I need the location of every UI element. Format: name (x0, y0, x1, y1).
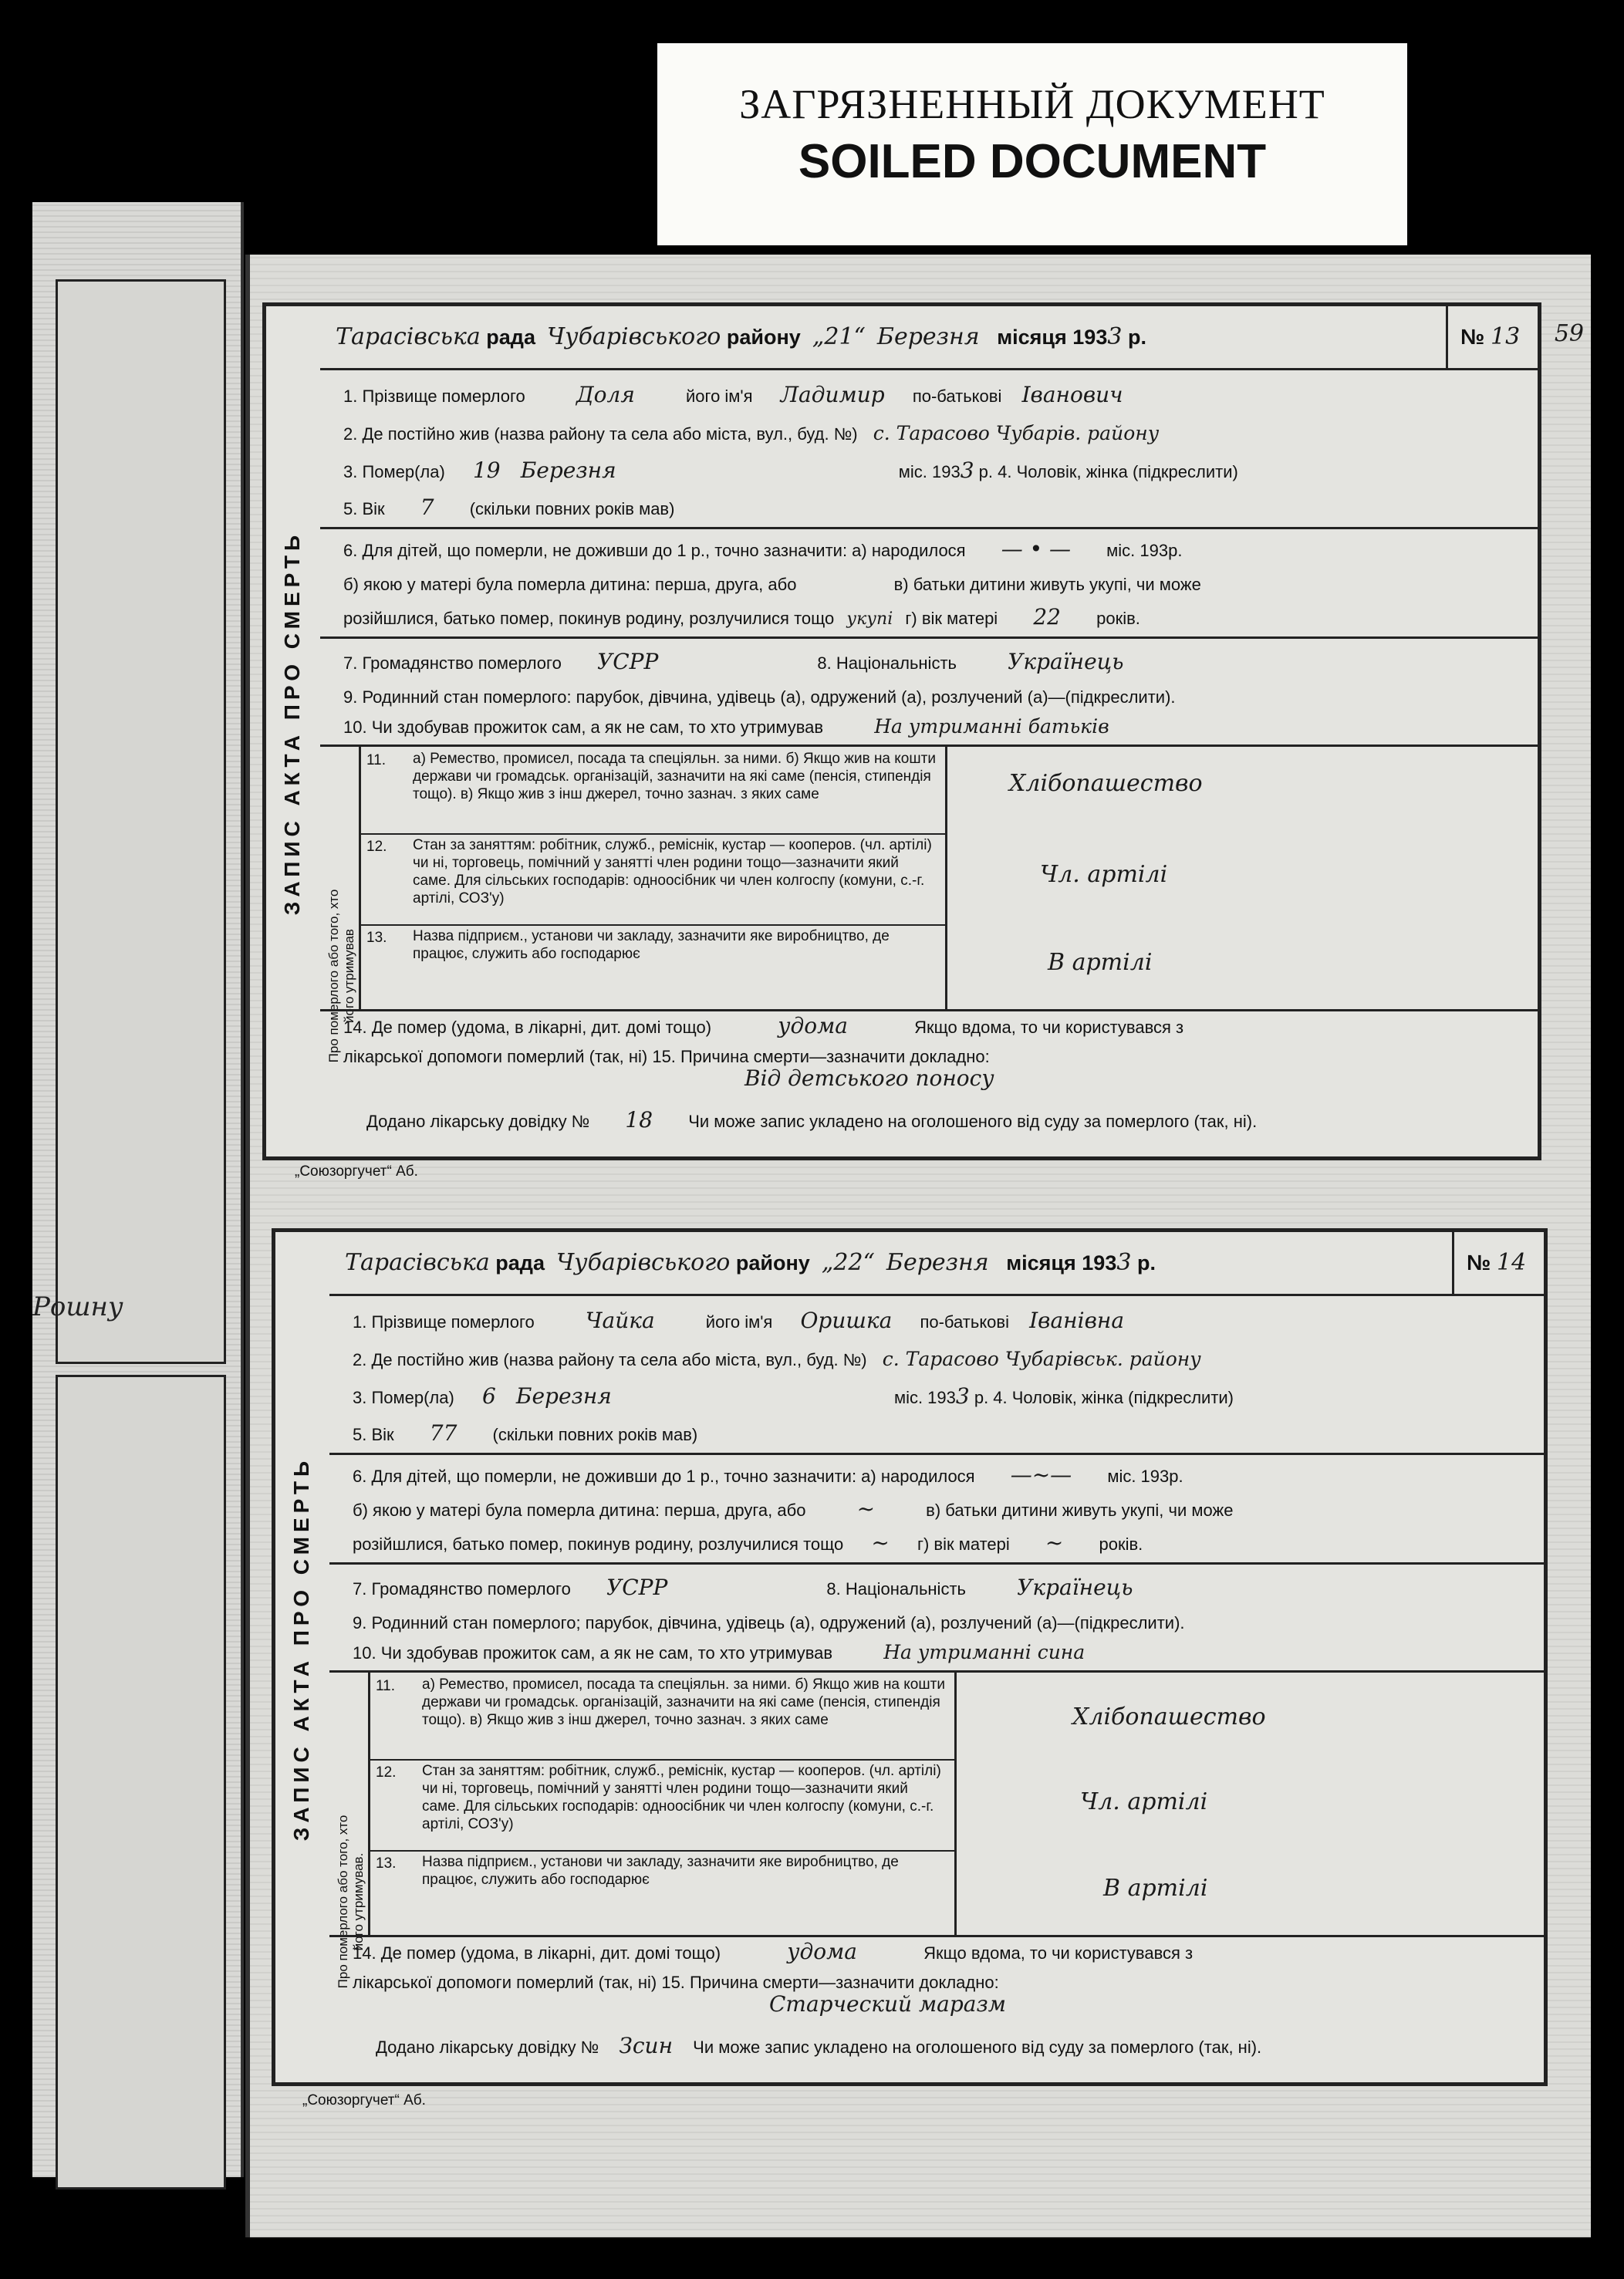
death-day-value: 19 (472, 457, 501, 483)
field-infant-row-a: 6. Для дітей, що померли, не доживши до 1 р., точно зазначити: а) народилося —~— міс. 193р. (353, 1462, 1183, 1487)
header-line: Тарасівська рада Чубарівського району „22“ Березня місяця 1933 р. (345, 1249, 1156, 1276)
grid-cell-12: 12. Стан за заняттям: робітник, служб., реміснік, кустар — кооперов. (чл. артілі) чи ні, торговець, помічний у занятті член родини тощо—зазначити який саме. Для сільських господарів: одноосібник чи член колгоспу (комуни, с.-г. артілі, СОЗ'у) (359, 833, 945, 926)
place-of-death-value: удома (778, 1013, 848, 1038)
occupation-answer: Хлібопашество (1072, 1703, 1266, 1730)
council-name: Тарасівська (345, 1249, 490, 1276)
certificate-number: 18 (625, 1107, 653, 1133)
age-value: 7 (420, 495, 434, 520)
left-page-margin-note: Рошну (32, 1291, 123, 1322)
death-month-value: Березня (515, 1383, 612, 1409)
death-record-13 (262, 302, 1584, 1160)
age-value: 77 (429, 1420, 457, 1446)
field-medical-help-row: лікарської допомоги померлий (так, ні) 15. Причина смерти—зазначити докладно: (343, 1047, 990, 1066)
field-support-row: 10. Чи здобував прожиток сам, а як не сам, то хто утримував На утриманні сина (353, 1641, 1085, 1663)
surname-value: Чайка (585, 1308, 655, 1333)
mother-age-value: ~ (1045, 1530, 1064, 1555)
certificate-number: Зсин (619, 2033, 674, 2058)
field-residence-row: 2. Де постійно жив (назва району та села або міста, вул., буд. №) с. Тарасово Чубарівськ. району (353, 1348, 1201, 1370)
grid-answers (954, 1673, 1544, 1935)
side-group-label: Про померлого або того, хто його утримував. (336, 1815, 366, 1989)
stamp-line-russian: ЗАГРЯЗНЕННЫЙ ДОКУМЕНТ (739, 81, 1325, 127)
council-name: Тарасівська (336, 323, 481, 350)
grid-cell-12: 12. Стан за заняттям: робітник, служб., реміснік, кустар — кооперов. (чл. артілі) чи ні, торговець, помічний у занятті член родини тощо—зазначити який саме. Для сільських господарів: одноосібник чи член колгоспу (комуни, с.-г. артілі, СОЗ'у) (368, 1759, 954, 1852)
field-certificate-row: Додано лікарську довідку № Зсин Чи може запис укладено на оголошеного від суду за померлого (так, ні). (376, 2033, 1262, 2058)
status-answer: Чл. артілі (1080, 1788, 1208, 1815)
record-number-box: № 13 (1446, 306, 1538, 368)
record-header (329, 1232, 1544, 1296)
record-month: Березня (876, 323, 980, 350)
residence-value: с. Тарасово Чубарів. району (873, 422, 1160, 444)
surname-value: Доля (576, 382, 635, 407)
left-page-edge (32, 202, 244, 2177)
field-place-of-death-row: 14. Де помер (удома, в лікарні, дит. домі тощо) удома Якщо вдома, то чи користувався з (343, 1013, 1184, 1038)
grid-cell-13: 13. Назва підприєм., установи чи закладу, зазначити яке виробництво, де працює, служить або господарює (366, 928, 890, 962)
status-answer: Чл. артілі (1040, 861, 1168, 888)
field-death-date-row: 3. Помер(ла) 6 Березня міс. 1933 р. 4. Чоловік, жінка (підкреслити) (353, 1383, 1234, 1409)
occupation-answer: Хлібопашество (1009, 770, 1203, 797)
record-number: 14 (1497, 1249, 1527, 1276)
side-group-label: Про померлого або того, хто його утримував (326, 889, 356, 1063)
field-surname-row: 1. Прізвище померлого Доля його ім'я Ладимир по-батькові Іванович (343, 382, 1123, 407)
citizenship-value: УСРР (596, 649, 659, 674)
district-name: Чубарівського (555, 1249, 731, 1276)
stamp-line-english: SOILED DOCUMENT (798, 135, 1267, 188)
occupation-grid (329, 1670, 1544, 1937)
field-marital-row: 9. Родинний стан померлого; парубок, дівчина, удівець (а), одружений (а), розлучений (а)—(підкреслити). (353, 1613, 1185, 1632)
support-value: На утриманні батьків (874, 715, 1109, 738)
field-infant-row-a: 6. Для дітей, що померли, не доживши до 1 р., точно зазначити: а) народилося — • — міс. 193р. (343, 536, 1183, 562)
field-age-row: 5. Вік 7 (скільки повних років мав) (343, 495, 675, 520)
field-marital-row: 9. Родинний стан померлого: парубок, дівчина, удівець (а), одружений (а), розлучений (а)—(підкреслити). (343, 687, 1176, 707)
field-place-of-death-row: 14. Де помер (удома, в лікарні, дит. домі тощо) удома Якщо вдома, то чи користувався з (353, 1939, 1194, 1964)
field-infant-row-c: розійшлися, батько помер, покинув родину, розлучилися тощо ~ г) вік матері ~ років. (353, 1530, 1143, 1555)
place-of-death-value: удома (787, 1939, 857, 1964)
death-record-14 (272, 1228, 1548, 2086)
grid-answers (945, 747, 1538, 1009)
record-header (320, 306, 1538, 370)
record-year-digit: 3 (1107, 323, 1123, 350)
district-name: Чубарівського (546, 323, 721, 350)
name-value: Оришка (800, 1308, 893, 1333)
workplace-answer: В артілі (1103, 1875, 1208, 1902)
residence-value: с. Тарасово Чубарівськ. району (882, 1348, 1201, 1370)
death-day-value: 6 (481, 1383, 496, 1409)
printer-mark-1: „Союзоргучет“ Аб. (295, 1163, 418, 1180)
record-year-digit: 3 (1116, 1249, 1132, 1276)
record-day: „22“ (821, 1249, 875, 1276)
mother-age-value: 22 (1033, 604, 1061, 630)
field-citizenship-row: 7. Громадянство померлого УСРР 8. Національність Українець (353, 1575, 1133, 1600)
cause-of-death-value: Від детського поносу (744, 1065, 994, 1091)
record-day: „21“ (812, 323, 866, 350)
soiled-document-stamp (657, 43, 1407, 245)
record-number-box: № 14 (1452, 1232, 1544, 1294)
field-age-row: 5. Вік 77 (скільки повних років мав) (353, 1420, 698, 1446)
record-vertical-title: ЗАПИС АКТА ПРО СМЕРТЬ (280, 530, 304, 916)
patronymic-value: Іванович (1021, 382, 1123, 407)
occupation-grid (320, 744, 1538, 1011)
support-value: На утриманні сина (883, 1641, 1085, 1663)
field-medical-help-row: лікарської допомоги померлий (так, ні) 15. Причина смерти—зазначити докладно: (353, 1973, 999, 1992)
name-value: Ладимир (780, 382, 885, 407)
record-vertical-title: ЗАПИС АКТА ПРО СМЕРТЬ (289, 1456, 313, 1842)
field-certificate-row: Додано лікарську довідку № 18 Чи може запис укладено на оголошеного від суду за померлого (так, ні). (366, 1107, 1258, 1133)
field-citizenship-row: 7. Громадянство померлого УСРР 8. Національність Українець (343, 649, 1124, 674)
margin-number: 59 (1554, 320, 1584, 347)
nationality-value: Українець (1017, 1575, 1133, 1600)
printer-mark-2: „Союзоргучет“ Аб. (302, 2092, 426, 2108)
field-surname-row: 1. Прізвище померлого Чайка його ім'я Оришка по-батькові Іванівна (353, 1308, 1125, 1333)
grid-cell-11: 11. а) Ремество, промисел, посада та спеціяльн. за ними. б) Якщо жив на кошти держави чи громадськ. організацій, зазначити на які саме (пенсія, стипендія тощо). в) Якщо жив з інш джерел, точно зазнач. з яких саме (359, 747, 945, 835)
field-infant-row-c: розійшлися, батько помер, покинув родину, розлучилися тощо укупі г) вік матері 22 років. (343, 604, 1140, 630)
record-month: Березня (886, 1249, 989, 1276)
cause-of-death-value: Старческий маразм (769, 1991, 1006, 2017)
grid-cell-11: 11. а) Ремество, промисел, посада та спеціяльн. за ними. б) Якщо жив на кошти держави чи громадськ. організацій, зазначити на які саме (пенсія, стипендія тощо). в) Якщо жив з інш джерел, точно зазнач. з яких саме (368, 1673, 954, 1761)
record-number: 13 (1491, 323, 1521, 350)
field-support-row: 10. Чи здобував прожиток сам, а як не сам, то хто утримував На утриманні батьків (343, 715, 1109, 738)
workplace-answer: В артілі (1048, 949, 1153, 976)
header-line: Тарасівська рада Чубарівського району „21“ Березня місяця 1933 р. (336, 323, 1146, 350)
field-death-date-row: 3. Помер(ла) 19 Березня міс. 1933 р. 4. Чоловік, жінка (підкреслити) (343, 457, 1238, 483)
patronymic-value: Іванівна (1029, 1308, 1125, 1333)
field-residence-row: 2. Де постійно жив (назва району та села або міста, вул., буд. №) с. Тарасово Чубарів. району (343, 422, 1160, 444)
grid-cell-13: 13. Назва підприєм., установи чи закладу, зазначити яке виробництво, де працює, служить або господарює (376, 1854, 899, 1888)
death-month-value: Березня (520, 457, 616, 483)
citizenship-value: УСРР (606, 1575, 668, 1600)
field-infant-row-b: б) якою у матері була померла дитина: перша, друга, або ~ в) батьки дитини живуть укупі, чи може (353, 1496, 1234, 1521)
left-form-stub-bottom (56, 1375, 226, 2190)
field-infant-row-b: б) якою у матері була померла дитина: перша, друга, або в) батьки дитини живуть укупі, чи може (343, 575, 1201, 594)
nationality-value: Українець (1008, 649, 1124, 674)
left-form-stub-top (56, 279, 226, 1364)
